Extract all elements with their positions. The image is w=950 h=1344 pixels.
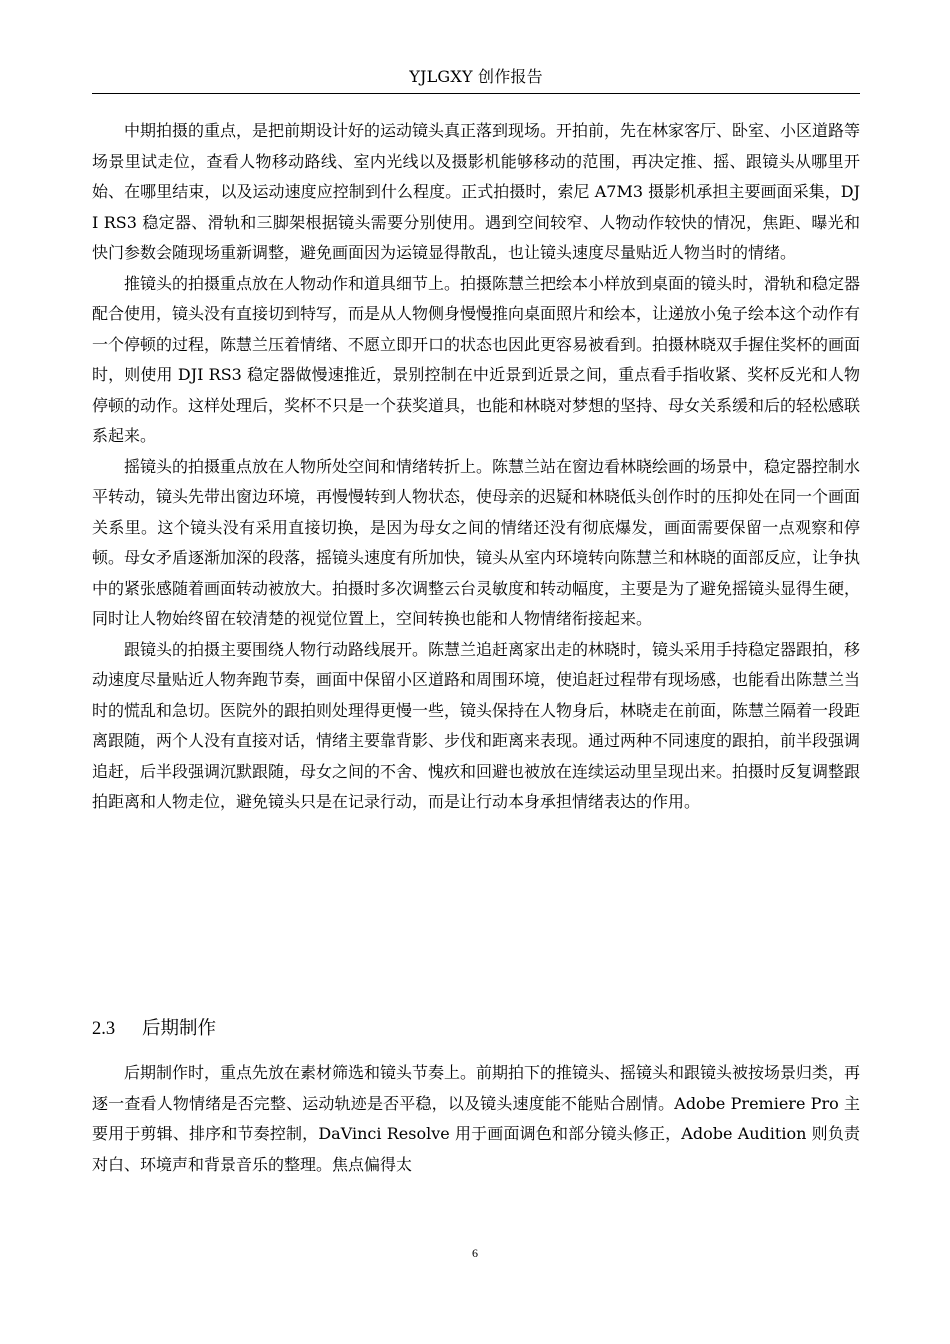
page-number: 6 <box>472 1246 478 1260</box>
header-divider <box>92 93 860 94</box>
body-text-section-2-3 <box>92 1058 860 1180</box>
running-header-title: YJLGXY 创作报告 <box>409 67 543 86</box>
section-number: 2.3 <box>92 1019 116 1039</box>
paragraph-push-shot: 推镜头的拍摄重点放在人物动作和道具细节上。拍摄陈慧兰把绘本小样放到桌面的镜头时，滑轨和稳定器配合使用，镜头没有直接切到特写，而是从人物侧身慢慢推向桌面照片和绘本，让递放小兔子绘本这个动作有一个停顿的过程，陈慧兰压着情绪、不愿立即开口的状态也因此更容易被看到。拍摄林晓双手握住奖杯的画面时，则使用 DJI RS3 稳定器做慢速推近，景别控制在中近景到近景之间，重点看手指收紧、奖杯反光和人物停顿的动作。这样处理后，奖杯不只是一个获奖道具，也能和林晓对梦想的坚持、母女关系缓和后的轻松感联系起来。 <box>92 273 861 445</box>
paragraph-post-production: 后期制作时，重点先放在素材筛选和镜头节奏上。前期拍下的推镜头、摇镜头和跟镜头被按场景归类，再逐一查看人物情绪是否完整、运动轨迹是否平稳，以及镜头速度能不能贴合剧情。Adobe Premiere Pro 主要用于剪辑、排序和节奏控制，DaVinci Resolve 用于画面调色和部分镜头修正，Adobe Audition 则负责对白、环境声和背景音乐的整理。焦点偏得太 <box>92 1063 861 1174</box>
paragraph-shooting-overview: 中期拍摄的重点，是把前期设计好的运动镜头真正落到现场。开拍前，先在林家客厅、卧室、小区道路等场景里试走位，查看人物移动路线、室内光线以及摄影机能够移动的范围，再决定推、摇、跟镜头从哪里开始、在哪里结束，以及运动速度应控制到什么程度。正式拍摄时，索尼 A7M3 摄影机承担主要画面采集，DJI RS3 稳定器、滑轨和三脚架根据镜头需要分别使用。遇到空间较窄、人物动作较快的情况，焦距、曝光和快门参数会随现场重新调整，避免画面因为运镜显得散乱，也让镜头速度尽量贴近人物当时的情绪。 <box>92 121 861 262</box>
paragraph-pan-shot: 摇镜头的拍摄重点放在人物所处空间和情绪转折上。陈慧兰站在窗边看林晓绘画的场景中，稳定器控制水平转动，镜头先带出窗边环境，再慢慢转到人物状态，使母亲的迟疑和林晓低头创作时的压抑处在同一个画面关系里。这个镜头没有采用直接切换，是因为母女之间的情绪还没有彻底爆发，画面需要保留一点观察和停顿。母女矛盾逐渐加深的段落，摇镜头速度有所加快，镜头从室内环境转向陈慧兰和林晓的面部反应，让争执中的紧张感随着画面转动被放大。拍摄时多次调整云台灵敏度和转动幅度，主要是为了避免摇镜头显得生硬，同时让人物始终留在较清楚的视觉位置上，空间转换也能和人物情绪衔接起来。 <box>92 456 861 628</box>
section-heading <box>92 1015 216 1043</box>
body-text-section-2-2 <box>92 116 860 818</box>
section-title: 后期制作 <box>142 1018 217 1039</box>
paragraph-tracking-shot: 跟镜头的拍摄主要围绕人物行动路线展开。陈慧兰追赶离家出走的林晓时，镜头采用手持稳定器跟拍，移动速度尽量贴近人物奔跑节奏，画面中保留小区道路和周围环境，使追赶过程带有现场感，也能看出陈慧兰当时的慌乱和急切。医院外的跟拍则处理得更慢一些，镜头保持在人物身后，林晓走在前面，陈慧兰隔着一段距离跟随，两个人没有直接对话，情绪主要靠背影、步伐和距离来表现。通过两种不同速度的跟拍，前半段强调追赶，后半段强调沉默跟随，母女之间的不舍、愧疚和回避也被放在连续运动里呈现出来。拍摄时反复调整跟拍距离和人物走位，避免镜头只是在记录行动，而是让行动本身承担情绪表达的作用。 <box>92 639 861 811</box>
